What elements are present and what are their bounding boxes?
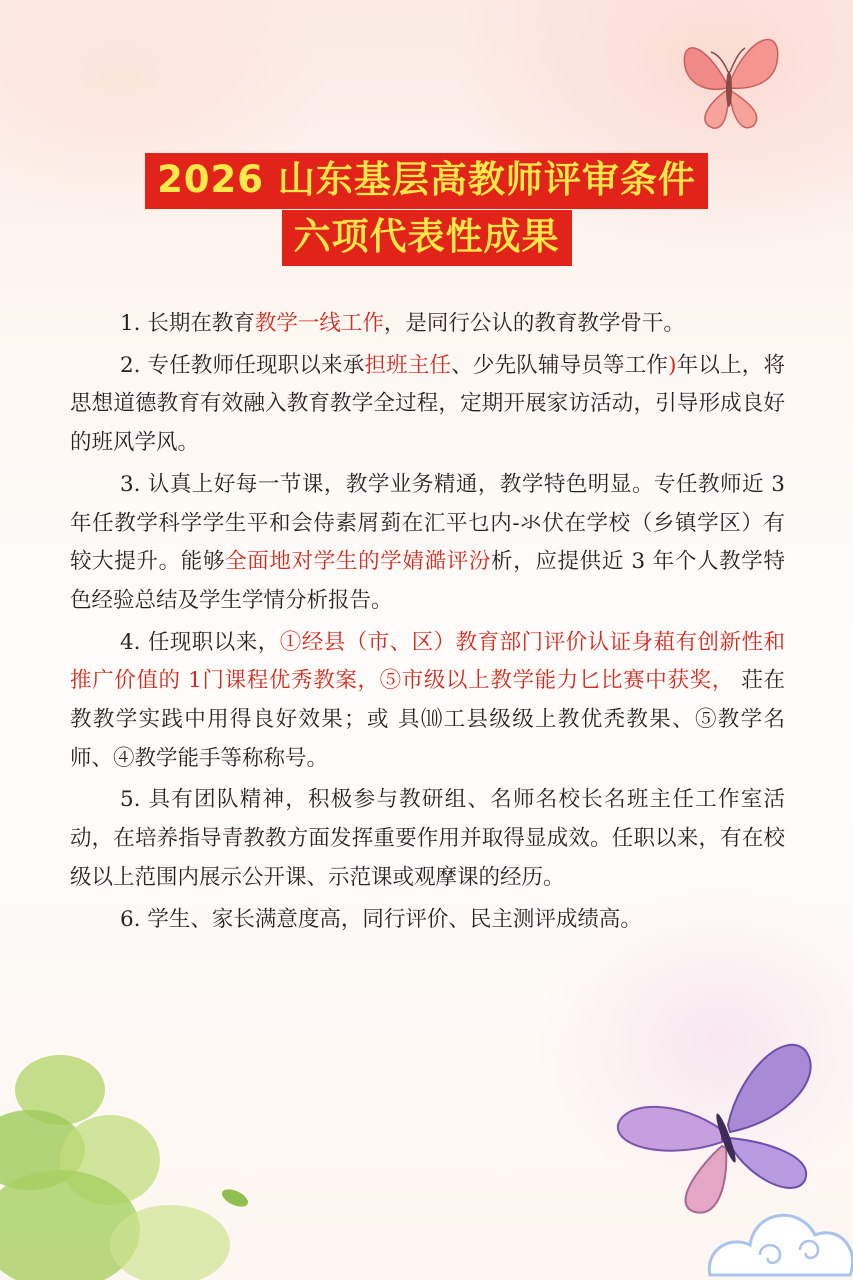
- body-text: 、少先队辅导员等工作: [451, 352, 669, 378]
- pink-butterfly-icon: [665, 22, 795, 137]
- title-line-2: 六项代表性成果: [282, 210, 572, 266]
- criterion-item-1: [70, 305, 785, 344]
- body-text: 年以上，将思想道德教育有效融入教育教学全过程，定期开展家访活动，引导形成良好的班风学风。: [70, 352, 785, 456]
- body-text: 1. 长期在教育: [120, 311, 255, 336]
- title-line-1-wrapper: [0, 153, 853, 209]
- highlight-text: ①经县（市、区）教育部门评价认证⾝蒩有创新性和推广价值的 1门课程优秀教案，⑤市级以上教学能力⼔比赛中获奖，: [70, 629, 785, 694]
- body-text: 3. 认真上好每一节课，教学业务精通，教学特色明显。专任教师近 3 年任教学科学学生平和会侍素屑菿在汇平乜内-氺伏在学校（乡镇学区）有较大提升。能够: [70, 471, 785, 575]
- body-text: 4. 任现职以来，: [120, 629, 280, 655]
- cloud-decoration: [700, 1180, 853, 1280]
- criterion-item-3: [70, 466, 785, 621]
- criterion-item-5: [70, 781, 785, 897]
- title-line-2-wrapper: [0, 210, 853, 266]
- highlight-text: 全面地对学生的学婧澔评汾: [225, 549, 492, 575]
- body-text: 2. 专任教师任现职以来承: [120, 352, 365, 378]
- criterion-item-2: [70, 347, 785, 463]
- body-text: 析，应提供近 3 年个人教学特色经验总结及学生学情分析报告。: [70, 549, 785, 613]
- body-text: 5. 具有团队精神，积极参与教研组、名师名校长名班主任工作室活动，在培养指导青教教方面发挥重要作用并取得显成效。任职以来，有在校级以上范围内展示公开课、示范课或观摩课的经历。: [70, 787, 785, 890]
- criterion-item-6: [70, 901, 785, 940]
- highlight-text: 教学一线工作: [254, 311, 384, 336]
- title-line-1: 2026 山东基层高教师评审条件: [145, 153, 708, 209]
- criteria-list: [70, 305, 785, 942]
- body-text: 荘在教教学实践中用得良好效果；或 具⑽⼯县级级上教优秃教果、⑤教学名师、④教学能手等称称号。: [70, 668, 785, 771]
- highlight-text: ): [668, 352, 677, 378]
- body-text: ，是同行公认的教育教学骨干。: [383, 311, 685, 336]
- highlight-text: 担班主任: [364, 352, 452, 378]
- green-foliage-decoration: [0, 1030, 260, 1280]
- criterion-item-4: [70, 624, 785, 779]
- body-text: 6. 学生、家长满意度高，同行评价、民主测评成绩高。: [120, 906, 642, 932]
